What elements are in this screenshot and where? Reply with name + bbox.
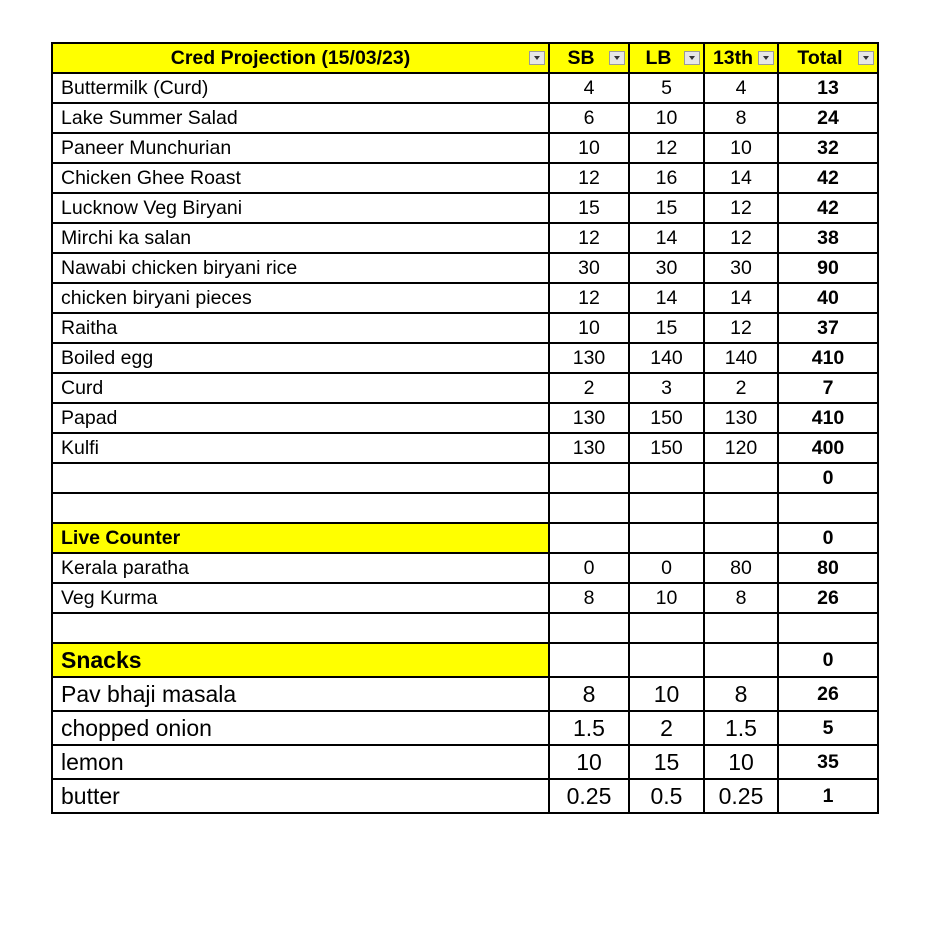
lb-cell[interactable]: 150: [629, 433, 704, 463]
table-body: [52, 43, 878, 813]
table-row: [52, 433, 878, 463]
section-header-row: [52, 643, 878, 677]
empty-cell[interactable]: [549, 493, 629, 523]
empty-cell[interactable]: [704, 643, 778, 677]
item-name-cell[interactable]: Paneer Munchurian: [52, 133, 549, 163]
sb-cell[interactable]: 10: [549, 745, 629, 779]
lb-cell[interactable]: 10: [629, 103, 704, 133]
empty-cell[interactable]: [704, 493, 778, 523]
d13-cell[interactable]: 0.25: [704, 779, 778, 813]
table-row: [52, 583, 878, 613]
sb-cell[interactable]: 30: [549, 253, 629, 283]
total-cell[interactable]: 1: [778, 779, 878, 813]
item-name-cell[interactable]: Kulfi: [52, 433, 549, 463]
header-lb-cell[interactable]: [629, 43, 704, 73]
header-13th: 13th: [712, 47, 754, 69]
item-name-cell[interactable]: Curd: [52, 373, 549, 403]
sb-cell[interactable]: 1.5: [549, 711, 629, 745]
d13-cell[interactable]: 14: [704, 163, 778, 193]
sb-cell[interactable]: 0.25: [549, 779, 629, 813]
sb-cell[interactable]: 2: [549, 373, 629, 403]
d13-cell[interactable]: 140: [704, 343, 778, 373]
empty-cell[interactable]: [52, 493, 549, 523]
header-lb: LB: [645, 47, 672, 69]
lb-cell[interactable]: 15: [629, 313, 704, 343]
table-row: [52, 553, 878, 583]
d13-cell[interactable]: 80: [704, 553, 778, 583]
table-row: [52, 745, 878, 779]
total-cell[interactable]: 7: [778, 373, 878, 403]
d13-cell[interactable]: 8: [704, 677, 778, 711]
total-cell[interactable]: 90: [778, 253, 878, 283]
blank-row: [52, 493, 878, 523]
table-row: [52, 283, 878, 313]
table-row: [52, 711, 878, 745]
sb-cell[interactable]: 130: [549, 403, 629, 433]
lb-cell[interactable]: 14: [629, 223, 704, 253]
header-sb: SB: [567, 47, 595, 69]
header-sb-cell[interactable]: [549, 43, 629, 73]
d13-cell[interactable]: 120: [704, 433, 778, 463]
header-row: [52, 43, 878, 73]
total-cell[interactable]: 42: [778, 193, 878, 223]
item-name-cell[interactable]: Lucknow Veg Biryani: [52, 193, 549, 223]
item-name-cell[interactable]: Boiled egg: [52, 343, 549, 373]
header-13th-cell[interactable]: [704, 43, 778, 73]
lb-cell[interactable]: 30: [629, 253, 704, 283]
filter-dropdown-icon[interactable]: [684, 51, 700, 65]
d13-cell[interactable]: 12: [704, 313, 778, 343]
d13-cell[interactable]: 8: [704, 583, 778, 613]
sb-cell[interactable]: [549, 463, 629, 493]
sb-cell[interactable]: 130: [549, 343, 629, 373]
lb-cell[interactable]: 2: [629, 711, 704, 745]
filter-dropdown-icon[interactable]: [758, 51, 774, 65]
table-row: [52, 463, 878, 493]
item-name-cell[interactable]: Lake Summer Salad: [52, 103, 549, 133]
empty-cell[interactable]: [629, 493, 704, 523]
empty-cell[interactable]: [549, 523, 629, 553]
empty-cell[interactable]: [629, 643, 704, 677]
empty-cell[interactable]: [704, 613, 778, 643]
table-row: [52, 133, 878, 163]
total-cell[interactable]: 42: [778, 163, 878, 193]
sb-cell[interactable]: 8: [549, 677, 629, 711]
header-title-cell[interactable]: [52, 43, 549, 73]
total-cell[interactable]: 37: [778, 313, 878, 343]
empty-cell[interactable]: [629, 613, 704, 643]
d13-cell[interactable]: 12: [704, 193, 778, 223]
header-total-cell[interactable]: [778, 43, 878, 73]
item-name-cell[interactable]: Nawabi chicken biryani rice: [52, 253, 549, 283]
lb-cell[interactable]: 5: [629, 73, 704, 103]
lb-cell[interactable]: 3: [629, 373, 704, 403]
blank-row: [52, 613, 878, 643]
section-header-row: [52, 523, 878, 553]
item-name-cell[interactable]: chicken biryani pieces: [52, 283, 549, 313]
d13-cell[interactable]: 10: [704, 745, 778, 779]
item-name-cell[interactable]: Kerala paratha: [52, 553, 549, 583]
sb-cell[interactable]: 12: [549, 223, 629, 253]
empty-cell[interactable]: [52, 613, 549, 643]
table-row: [52, 103, 878, 133]
table-row: [52, 403, 878, 433]
d13-cell[interactable]: 1.5: [704, 711, 778, 745]
section-title-cell[interactable]: Live Counter: [52, 523, 549, 553]
header-title: Cred Projection (15/03/23): [170, 47, 411, 69]
d13-cell[interactable]: 12: [704, 223, 778, 253]
item-name-cell[interactable]: Buttermilk (Curd): [52, 73, 549, 103]
total-cell[interactable]: 5: [778, 711, 878, 745]
d13-cell[interactable]: 4: [704, 73, 778, 103]
d13-cell[interactable]: 130: [704, 403, 778, 433]
item-name-cell[interactable]: [52, 463, 549, 493]
header-total: Total: [797, 47, 843, 69]
sb-cell[interactable]: 15: [549, 193, 629, 223]
total-cell[interactable]: 80: [778, 553, 878, 583]
table-row: [52, 343, 878, 373]
empty-cell[interactable]: [778, 613, 878, 643]
d13-cell[interactable]: 8: [704, 103, 778, 133]
lb-cell[interactable]: 150: [629, 403, 704, 433]
table-row: [52, 253, 878, 283]
empty-cell[interactable]: [629, 523, 704, 553]
lb-cell[interactable]: 15: [629, 193, 704, 223]
sb-cell[interactable]: 10: [549, 313, 629, 343]
total-cell[interactable]: 40: [778, 283, 878, 313]
total-cell[interactable]: 35: [778, 745, 878, 779]
lb-cell[interactable]: 12: [629, 133, 704, 163]
lb-cell[interactable]: [629, 463, 704, 493]
sb-cell[interactable]: 12: [549, 283, 629, 313]
d13-cell[interactable]: 2: [704, 373, 778, 403]
item-name-cell[interactable]: Raitha: [52, 313, 549, 343]
section-total-cell[interactable]: 0: [778, 643, 878, 677]
filter-dropdown-icon[interactable]: [609, 51, 625, 65]
item-name-cell[interactable]: chopped onion: [52, 711, 549, 745]
sb-cell[interactable]: 4: [549, 73, 629, 103]
projection-table: [51, 42, 879, 814]
item-name-cell[interactable]: Veg Kurma: [52, 583, 549, 613]
table-row: [52, 193, 878, 223]
table-row: [52, 163, 878, 193]
sb-cell[interactable]: 10: [549, 133, 629, 163]
lb-cell[interactable]: 14: [629, 283, 704, 313]
lb-cell[interactable]: 10: [629, 677, 704, 711]
sb-cell[interactable]: 0: [549, 553, 629, 583]
empty-cell[interactable]: [549, 613, 629, 643]
total-cell[interactable]: 26: [778, 677, 878, 711]
total-cell[interactable]: 410: [778, 343, 878, 373]
table-row: [52, 73, 878, 103]
section-total-cell[interactable]: 0: [778, 523, 878, 553]
lb-cell[interactable]: 15: [629, 745, 704, 779]
item-name-cell[interactable]: lemon: [52, 745, 549, 779]
d13-cell[interactable]: 10: [704, 133, 778, 163]
sb-cell[interactable]: 12: [549, 163, 629, 193]
total-cell[interactable]: 26: [778, 583, 878, 613]
lb-cell[interactable]: 16: [629, 163, 704, 193]
item-name-cell[interactable]: Pav bhaji masala: [52, 677, 549, 711]
empty-cell[interactable]: [549, 643, 629, 677]
d13-cell[interactable]: 30: [704, 253, 778, 283]
item-name-cell[interactable]: Chicken Ghee Roast: [52, 163, 549, 193]
d13-cell[interactable]: [704, 463, 778, 493]
total-cell[interactable]: 0: [778, 463, 878, 493]
item-name-cell[interactable]: butter: [52, 779, 549, 813]
total-cell[interactable]: 13: [778, 73, 878, 103]
filter-dropdown-icon[interactable]: [858, 51, 874, 65]
item-name-cell[interactable]: Papad: [52, 403, 549, 433]
table-row: [52, 313, 878, 343]
empty-cell[interactable]: [778, 493, 878, 523]
item-name-cell[interactable]: Mirchi ka salan: [52, 223, 549, 253]
lb-cell[interactable]: 0: [629, 553, 704, 583]
sb-cell[interactable]: 130: [549, 433, 629, 463]
sb-cell[interactable]: 8: [549, 583, 629, 613]
lb-cell[interactable]: 0.5: [629, 779, 704, 813]
sb-cell[interactable]: 6: [549, 103, 629, 133]
total-cell[interactable]: 410: [778, 403, 878, 433]
section-title-cell[interactable]: Snacks: [52, 643, 549, 677]
lb-cell[interactable]: 140: [629, 343, 704, 373]
total-cell[interactable]: 32: [778, 133, 878, 163]
d13-cell[interactable]: 14: [704, 283, 778, 313]
table-row: [52, 223, 878, 253]
lb-cell[interactable]: 10: [629, 583, 704, 613]
table-row: [52, 779, 878, 813]
total-cell[interactable]: 24: [778, 103, 878, 133]
table-row: [52, 373, 878, 403]
filter-dropdown-icon[interactable]: [529, 51, 545, 65]
total-cell[interactable]: 400: [778, 433, 878, 463]
table-row: [52, 677, 878, 711]
total-cell[interactable]: 38: [778, 223, 878, 253]
empty-cell[interactable]: [704, 523, 778, 553]
